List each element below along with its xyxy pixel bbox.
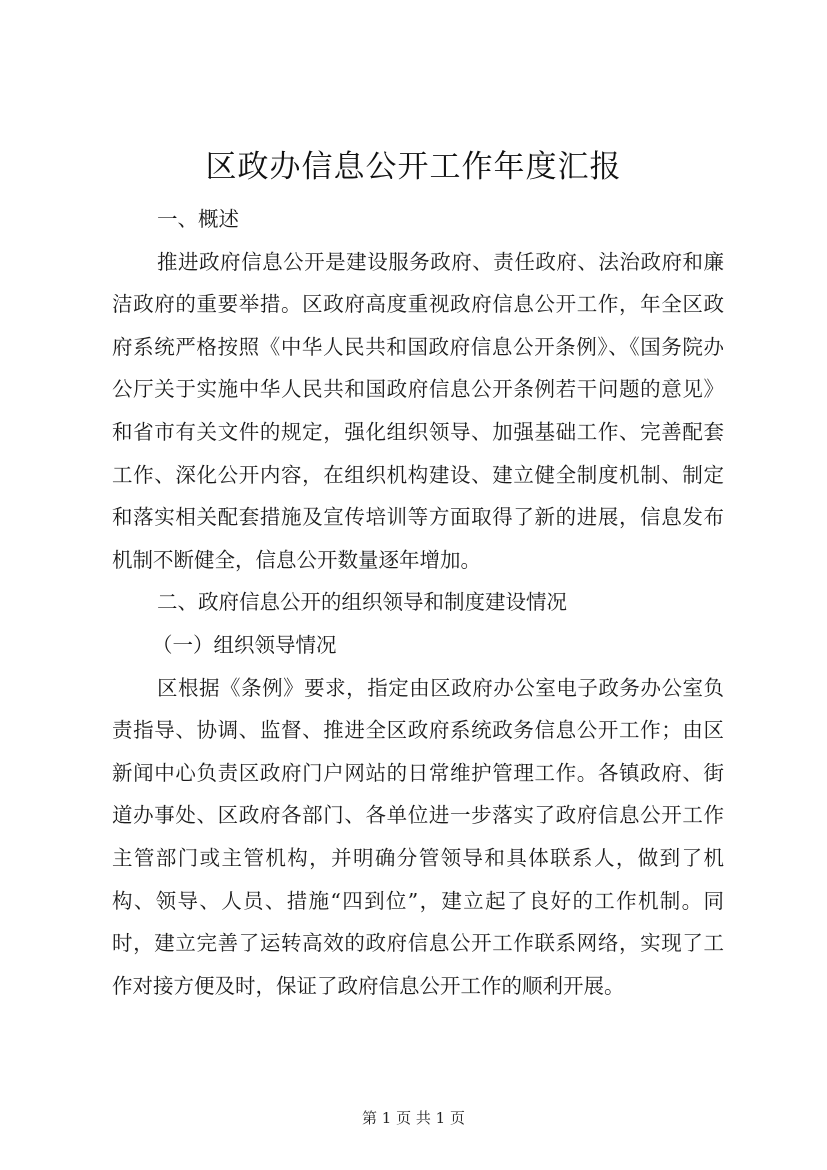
paragraph-leadership: 区根据《条例》要求，指定由区政府办公室电子政务办公室负责指导、协调、监督、推进全区政府系统政务信息公开工作；由区新闻中心负责区政府门户网站的日常维护管理工作。各镇政府、街道办事处、区政府各部门、各单位进一步落实了政府信息公开工作主管部门或主管机构，并明确分管领导和具体联系人，做到了机构、领导、人员、措施“四到位”，建立起了良好的工作机制。同时，建立完善了运转高效的政府信息公开工作联系网络，实现了工作对接方便及时，保证了政府信息公开工作的顺利开展。 — [112, 675, 724, 998]
section-heading-organization: 二、政府信息公开的组织领导和制度建设情况 — [157, 590, 567, 615]
document-title: 区政办信息公开工作年度汇报 — [205, 149, 622, 185]
document-body — [112, 198, 724, 1007]
section-heading-overview: 一、概述 — [157, 207, 239, 231]
subsection-heading-leadership: （一）组织领导情况 — [152, 632, 337, 657]
page-footer: 第 1 页 共 1 页 — [362, 1109, 465, 1127]
paragraph-overview: 推进政府信息公开是建设服务政府、责任政府、法治政府和廉洁政府的重要举措。区政府高度重视政府信息公开工作，年全区政府系统严格按照《中华人民共和国政府信息公开条例》、《国务院办公厅关于实施中华人民共和国政府信息公开条例若干问题的意见》和省市有关文件的规定，强化组织领导、加强基础工作、完善配套工作、深化公开内容，在组织机构建设、建立健全制度机制、制定和落实相关配套措施及宣传培训等方面取得了新的进展，信息发布机制不断健全，信息公开数量逐年增加。 — [112, 249, 724, 572]
